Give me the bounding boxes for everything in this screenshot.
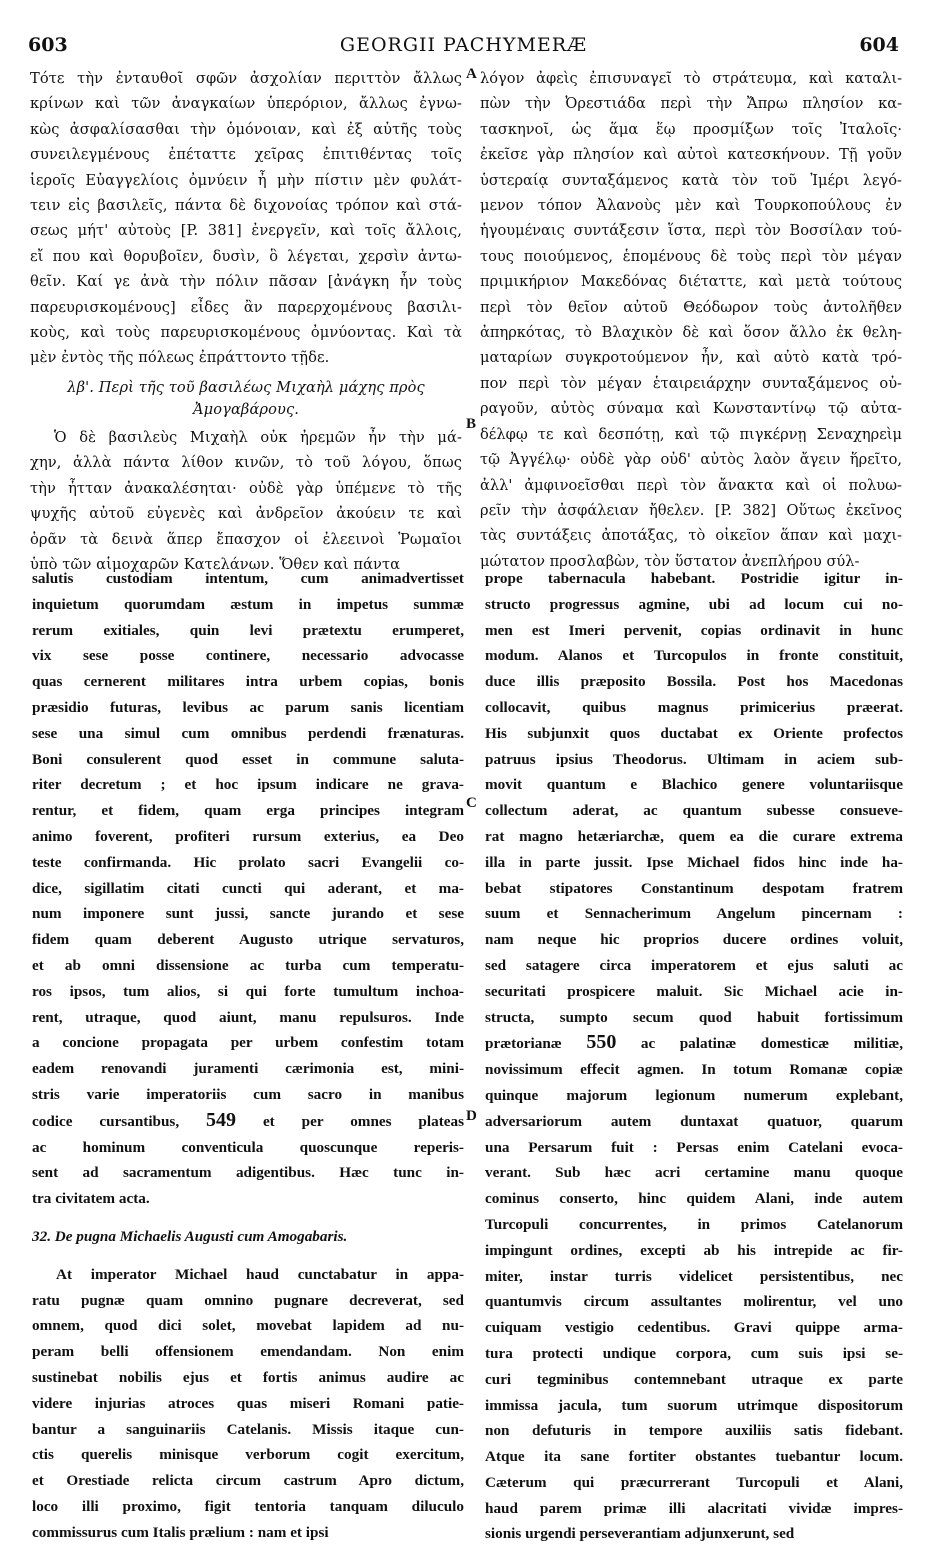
text-line: eadem renovandi juramenti cærimonia est, mini- — [32, 1060, 464, 1078]
text-line: adversariorum autem duntaxat quatuor, quarum — [485, 1112, 903, 1130]
text-line: rent, utraque, quod aiunt, manu repulsuros. Inde — [32, 1008, 464, 1026]
latin-left-paragraph-2 — [32, 1262, 464, 1546]
text-line: πον περὶ τὸν μέγαν ἑταιρειάρχην συνταξάμενος οὐ- — [480, 374, 902, 392]
latin-column-right — [485, 566, 903, 1547]
text-line: inquietum quorumdam æstum in impetus summæ — [32, 595, 464, 613]
text-line: Atque ita sane fortiter obstantes tuebantur locum. — [485, 1448, 903, 1466]
text-line: et Orestiade relicta circum castrum Apro dictum, — [32, 1472, 464, 1490]
text-line: παρευρισκομένους] εἶδες ἂν παρερχομένους βασιλι- — [30, 298, 462, 316]
text-line: ὑστεραίᾳ συνταξάμενος κατὰ τὸν τοῦ Ἰμέρι λεγό- — [480, 171, 902, 189]
text-line: τῷ Ἀγγέλῳ· οὐδὲ γὰρ οὐδ' αὐτὸς λαὸν ἄγειν ἥρεῖτο, — [480, 451, 902, 469]
text-line: quinque majorum legionum numerum explebant, — [485, 1086, 903, 1104]
greek-section-heading: λβ'. Περὶ τῆς τοῦ βασιλέως Μιχαὴλ μάχης πρὸς Ἀμογαβάρους. — [67, 378, 425, 418]
text-line: una Persarum fuit : Persas enim Catelani evoca- — [485, 1138, 903, 1156]
text-line: quantumvis circum assultantes molirentur, vel uno — [485, 1293, 903, 1311]
text-line: ἐκεῖσε γὰρ πλησίον καὶ αὐτοὶ κατεσκήνουν. Τῇ γοῦν — [480, 146, 902, 164]
text-line: πὼν τὴν Ὀρεστιάδα περὶ τὴν Ἄπρω πλησίον κα- — [480, 95, 902, 113]
text-line: ραγοῦν, αὐτὸς σύναμα καὶ Κωνσταντίνῳ τῷ αὐτα- — [480, 400, 902, 418]
text-line: men est Imeri pervenit, copias ordinavit in hunc — [485, 621, 903, 639]
text-line: duce illis præposito Bossila. Post hos Macedonas — [485, 673, 903, 691]
text-line: omnem, quod dici solet, movebat lapidem ad nu- — [32, 1317, 464, 1335]
text-line: cominus conserto, hinc quidem Alani, inde autem — [485, 1190, 903, 1208]
text-line: ρεῖν τὴν ἀσφάλειαν ἤθελεν. [P. 382] Οὕτως ἐκεῖνος — [480, 501, 902, 519]
text-line: non defuturis in tempore auxiliis satis fidebant. — [485, 1422, 903, 1440]
text-line: teste confirmanda. Hic prolato sacri Evangelii co- — [32, 853, 464, 871]
page-number-left: 603 — [28, 34, 68, 56]
text-line: et ab omni dissensione ac turba cum temperatu- — [32, 956, 464, 974]
text-line: ματαρίων συγκροτούμενον ἦν, καὶ αὐτὸ κατὰ τρό- — [480, 349, 902, 367]
text-line: dice, sigillatim citati cuncti qui aderant, et ma- — [32, 879, 464, 897]
text-line: haud parem primæ illi alacritati vividæ impres- — [485, 1499, 903, 1517]
text-line: sustinebat nobilis ejus et fortis animus audire ac — [32, 1368, 464, 1386]
text-line: λόγον ἀφεὶς ἐπισυναγεῖ τὸ στράτευμα, καὶ καταλι- — [480, 70, 902, 87]
text-line: τασκηνοῖ, ὡς ἅμα ἕῳ προσμίξων τοῖς Ἰταλοῖς· — [480, 120, 902, 138]
text-line: ψυχῆς αὐτοῦ εὐγενὲς καὶ ἀνδρεῖον ἀκούειν τε καὶ — [30, 505, 462, 523]
text-line: illa in parte jussit. Ipse Michael fidos hinc inde ha- — [485, 853, 903, 871]
margin-letter-d: D — [466, 1108, 477, 1124]
running-title: GEORGII PACHYMERÆ — [339, 34, 588, 56]
text-line: verant. Sub hæc acri certamine manu quoque — [485, 1164, 903, 1182]
text-line: quas cernerent militares intra urbem copias, bonis — [32, 673, 464, 691]
text-line: κρίνων καὶ τῶν ἀναγκαίων ὑπερόριον, ἄλλως ἐγνω- — [30, 95, 462, 113]
text-line: bebat stipatores Constantinum despotam fratrem — [485, 879, 903, 897]
text-line: Τότε τὴν ἐνταυθοῖ σφῶν ἀσχολίαν περιττὸν ἄλλως — [30, 70, 462, 87]
text-line: novissimum effecit agmen. In totum Romanæ copiæ — [485, 1061, 903, 1079]
text-line: His subjunxit quos ductabat ex Oriente profectos — [485, 724, 903, 742]
text-line: σεως μήτ' αὐτοὺς [P. 381] ἐνεργεῖν, καὶ τοῖς ἄλλοις, — [30, 222, 462, 240]
text-line: nam neque hic proprios ducere ordines voluit, — [485, 931, 903, 949]
text-line: ἱεροῖς Εὐαγγελίοις ὀμνύειν ἦ μὴν πίστιν μὲν φυλάτ- — [30, 171, 462, 189]
text-line: rentur, et fidem, quam erga principes integram — [32, 802, 464, 820]
greek-column-left — [30, 66, 462, 577]
text-line: κοὺς, καὶ τοὺς παρευρισκομένους ὀμνύοντας. Καὶ τὰ — [30, 324, 462, 342]
text-line: stris varie imperatoriis cum sacro in manibus — [32, 1085, 464, 1103]
text-line: Ὁ δὲ βασιλεὺς Μιχαὴλ οὐκ ἠρεμῶν ἦν τὴν μά- — [54, 428, 462, 446]
text-line: ratu pugnæ quam omnino pugnare decreverat, sed — [32, 1291, 464, 1309]
text-line: codice cursantibus, 549 et per omnes plateas — [32, 1108, 464, 1131]
text-line: περὶ τὸν θεῖον αὐτοῦ Θεόδωρον τοὺς ἀντολῆθεν — [480, 298, 902, 316]
text-line: ἀπηρκότας, τὸ Βλαχικὸν δὲ καὶ ὅσον ἄλλο ἐκ θελη- — [480, 324, 902, 342]
running-header — [0, 34, 927, 60]
text-line: ros ipsos, tum alios, si qui forte tumultum inchoa- — [32, 982, 464, 1000]
text-line: impingunt ordines, excepti ab his intrepide ac fir- — [485, 1241, 903, 1259]
text-line: miter, instar turris videlicet persistentibus, nec — [485, 1267, 903, 1285]
greek-left-paragraph-2 — [30, 425, 462, 577]
text-line: ἀλλ' ἀμφινοεῖσθαι περὶ τὸν ἄνακτα καὶ οἱ πολυω- — [480, 476, 902, 494]
text-line: sese una simul cum omnibus perdendi frænaturas. — [32, 724, 464, 742]
text-line: curi tegminibus contemnebant utraque ex parte — [485, 1370, 903, 1388]
latin-left-paragraph-1 — [32, 566, 464, 1212]
text-line: τους ποιούμενος, ἑπομένους δὲ τοὺς περὶ τὸν μέγαν — [480, 247, 902, 265]
text-line: structa, sumpto secum quod habuit fortissimum — [485, 1008, 903, 1026]
text-line: riter decretum ; et hoc ipsum indicare ne gravа- — [32, 776, 464, 794]
page-number-right: 604 — [859, 34, 899, 56]
margin-letter-b: B — [466, 416, 477, 432]
text-line: securitati prospicere maluit. Sic Michael acie in- — [485, 982, 903, 1000]
text-line: tra civitatem acta. — [32, 1190, 150, 1208]
text-line: sionis urgendi perseverantiam adjunxerunt, sed — [485, 1525, 795, 1543]
text-line: sent ad sacramentum adigentibus. Hæc tunc in- — [32, 1164, 464, 1182]
text-line: fidem quam deberent Augusto utrique servaturos, — [32, 931, 464, 949]
text-line: peram belli offensionem emendandam. Non enim — [32, 1343, 464, 1361]
latin-right-paragraph — [485, 566, 903, 1547]
text-line: κὼς ἀσφαλίσασθαι τὴν ὁμόνοιαν, καὶ ἐξ αὐτῆς τοὺς — [30, 120, 462, 138]
text-line: prope tabernacula habebant. Postridie igitur in- — [485, 570, 903, 587]
greek-right-paragraph — [480, 66, 902, 574]
text-line: prætorianæ 550 ac palatinæ domesticæ militiæ, — [485, 1031, 903, 1054]
text-line: τὴν ἧτταν ἀνακαλέσηται· οὐδὲ γὰρ ὑπέμενε τὸ τῆς — [30, 479, 462, 497]
text-line: patruus ipsius Theodorus. Ultimam in aciem sub- — [485, 750, 903, 768]
text-line: τειν εἰς βασιλεῖς, πάντα δὲ διχονοίας τρόπον καὶ στά- — [30, 197, 462, 215]
page-marker: 549 — [206, 1108, 237, 1131]
text-line: εἴ που καὶ θορυβοῖεν, δυσὶν, ὃ λέγεται, χερσὶν ἀντω- — [30, 247, 462, 265]
text-line: θεῖν. Καί γε ἀνὰ τὴν πόλιν πᾶσαν [ἀνάγκη ἦν τοὺς — [30, 273, 462, 291]
text-line: At imperator Michael haud cunctabatur in appa- — [56, 1265, 464, 1283]
text-line: rerum exitiales, quin levi prætextu erumperet, — [32, 621, 464, 639]
text-line: ac hominum conventicula quoscunque reperis- — [32, 1138, 464, 1156]
text-line: bantur a sanguinariis Catelanis. Missis itaque cun- — [32, 1420, 464, 1438]
text-line: ὁρᾶν τὰ δεινὰ ἅπερ ἔπασχον οἱ ἐλεεινοὶ Ῥωμαῖοι — [30, 530, 462, 548]
greek-left-paragraph-1 — [30, 66, 462, 371]
text-line: num imponere sunt jussi, sancte jurando et sese — [32, 905, 464, 923]
text-line: τὰς συντάξεις ἀποτάξας, τὸ οἰκεῖον ἅπαν καὶ μαχι- — [480, 527, 902, 545]
text-line: πριμικήριον Μακεδόνας διέταττε, καὶ μετὰ τούτους — [480, 273, 902, 291]
text-line: collectum aderat, ac quantum subesse consueve- — [485, 802, 903, 820]
text-line: loco illi proximo, figit tentoria tanquam diluculo — [32, 1497, 464, 1515]
text-line: tura protecti undique corpora, cum suis ipsi se- — [485, 1344, 903, 1362]
text-line: Boni consulerent quod esset in commune saluta- — [32, 750, 464, 768]
text-line: movit quantum e Blachico genere voluntariisque — [485, 776, 903, 794]
text-line: συνειλεγμένους ἐπέταττε χεῖρας ἐπιτιθέντας τοῖς — [30, 146, 462, 164]
greek-column-right — [480, 66, 902, 574]
text-line: a concione propagata per urbem confestim totam — [32, 1034, 464, 1052]
text-line: χην, ἀλλὰ πάντα λίθον κινῶν, τὸ τοῦ λόγου, ὅπως — [30, 454, 462, 472]
text-line: salutis custodiam intentum, cum animadvertisset — [32, 570, 464, 587]
text-line: vix sese posse continere, necessario advocasse — [32, 647, 464, 665]
text-line: ὑπὸ τῶν αἱμοχαρῶν Κατελάνων. Ὅθεν καὶ πάντα — [30, 555, 401, 573]
text-line: suum et Sennacherimum Angelum pincernam : — [485, 905, 903, 923]
text-line: μὲν ἐντὸς τῆς πόλεως ἐπράττοντο τῇδε. — [30, 349, 330, 367]
text-line: δέλφῳ τε καὶ δεσπότῃ, καὶ τῷ πιγκέρνῃ Σεναχηρεὶμ — [480, 425, 902, 443]
text-line: μώτατον προσλαβὼν, τὸν ὕστατον ἀνεπλήρου σύλ- — [480, 552, 860, 570]
text-line: animo foverent, profiteri rursum exterius, eа Deo — [32, 827, 464, 845]
text-line: cuiquam vestigio cedentibus. Gravi quippe arma- — [485, 1319, 903, 1337]
text-line: modum. Alanos et Turcopulos in fronte constituit, — [485, 647, 903, 665]
text-line: structo progressus agmine, ubi ad locum cui no- — [485, 595, 903, 613]
text-line: sed satagere circa imperatorem et ejus saluti ac — [485, 956, 903, 974]
text-line: μενον τόπον Ἀλανοὺς μὲν καὶ Τουρκοπούλους ἐν — [480, 197, 902, 215]
text-line: commissurus cum Italis prælium : nam et ipsi — [32, 1523, 329, 1541]
latin-column-left — [32, 566, 464, 1545]
text-line: Turcopuli concurrentes, in primos Catelanorum — [485, 1215, 903, 1233]
text-line: videre injurias atroces quas miseri Romani patie- — [32, 1394, 464, 1412]
text-line: præsidio futuras, levibus ac parum sanis licentiam — [32, 698, 464, 716]
margin-letter-c: C — [466, 795, 477, 811]
text-line: rat magno hetæriarchæ, quem ea die curare extrema — [485, 827, 903, 845]
text-line: immissa jacula, tum suorum utrimque dispositorum — [485, 1396, 903, 1414]
latin-section-heading: 32. De pugna Michaelis Augusti cum Amogabaris. — [32, 1227, 348, 1245]
page-marker: 550 — [586, 1031, 617, 1054]
text-line: ἡγουμέναις συντάξεσιν ἵστα, περὶ τὸν Βοσσίλαν τού- — [480, 222, 902, 240]
text-line: collocavit, quibus magnus primicerius præerat. — [485, 698, 903, 716]
text-line: ctis querelis minisque verborum cogit exercitum, — [32, 1446, 464, 1464]
margin-letter-a: A — [466, 66, 477, 82]
text-line: Cæterum qui præcurrerant Turcopuli et Alani, — [485, 1473, 903, 1491]
